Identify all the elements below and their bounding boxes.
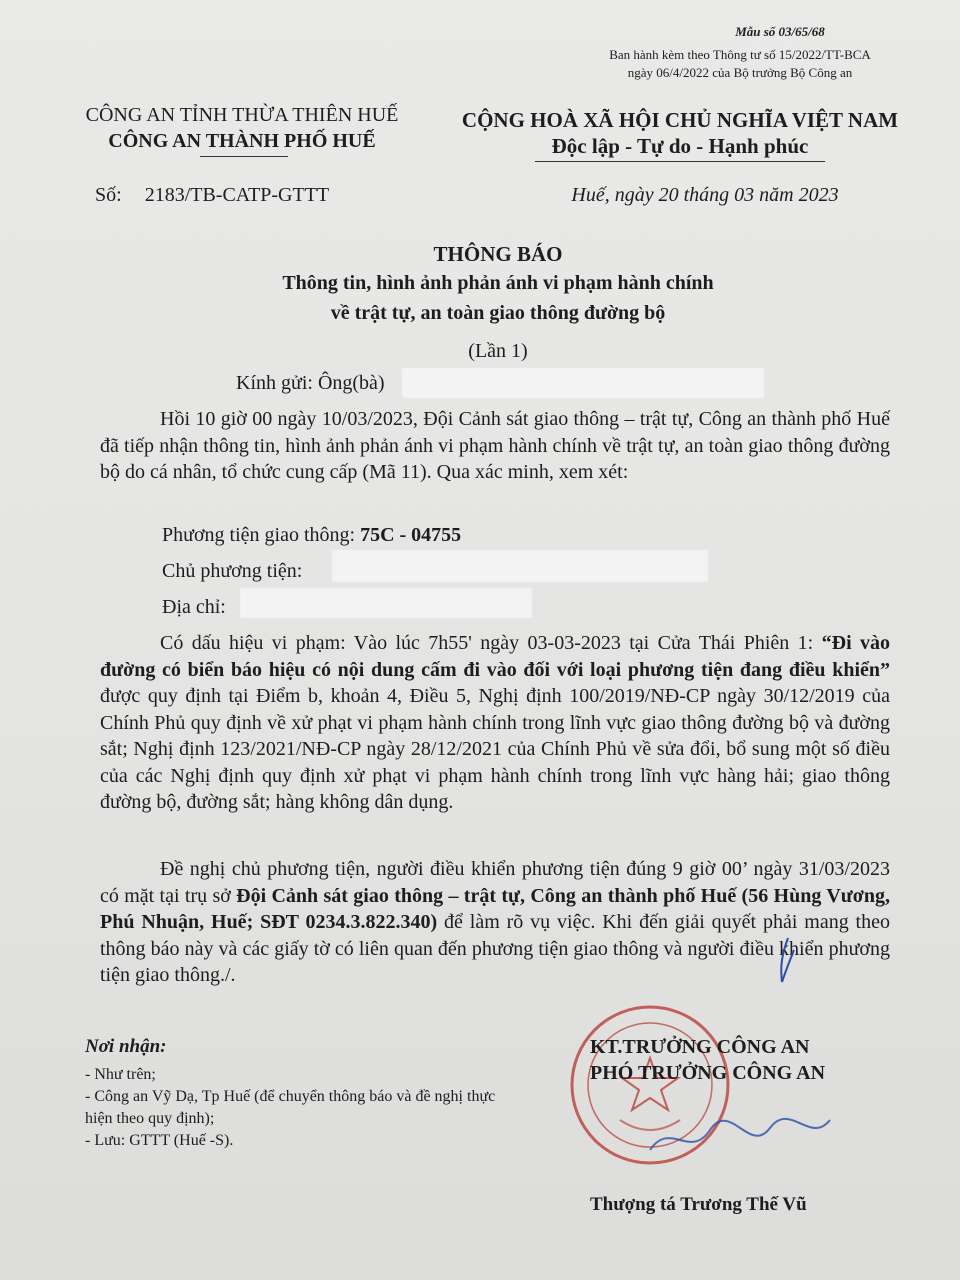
violation-legal-basis: được quy định tại Điểm b, khoản 4, Điều 5, Nghị định 100/2019/NĐ-CP ngày 30/12/2019 của Chính Phủ quy định về xử phạt vi phạm hành chính trong lĩnh vực giao thông đường bộ và đường sắt; Nghị định 123/2021/NĐ-CP ngày 28/12/2021 của Chính Phủ về sửa đổi, bổ sung một số điều của các Nghị định quy định xử phạt vi phạm hành chính trong lĩnh vực hàng hải; giao thông đường bộ, đường sắt; hàng không dân dụng. [100, 685, 890, 813]
agency-underline [200, 156, 288, 157]
signer-name: Thượng tá Trương Thế Vũ [590, 1194, 807, 1215]
violation-lead: Có dấu hiệu vi phạm: Vào lúc 7h55' ngày 03-03-2023 tại Cửa Thái Phiên 1: [160, 632, 822, 654]
form-note [560, 46, 920, 82]
address-row [162, 594, 226, 621]
notice-subtitle-1: Thông tin, hình ảnh phản ánh vi phạm hành chính [282, 272, 714, 294]
recipients-list [85, 1064, 515, 1152]
sign-title-1: KT.TRƯỞNG CÔNG AN [590, 1036, 810, 1058]
recipient-item: - Như trên; [85, 1066, 156, 1083]
sign-title-2: PHÓ TRƯỞNG CÔNG AN [590, 1062, 826, 1084]
recipient-item: - Công an Vỹ Dạ, Tp Huế (để chuyển thông báo và đề nghị thực hiện theo quy định); [85, 1088, 496, 1127]
document-number [95, 184, 329, 207]
owner-label: Chủ phương tiện: [162, 560, 303, 582]
recipient-label: Kính gửi: Ông(bà) [236, 372, 385, 394]
request-rest: để làm rõ vụ việc. Khi đến giải quyết phải mang theo thông báo này và các giấy tờ có liên quan đến phương tiện giao thông và người điều khiển phương tiện giao thông./. [100, 911, 890, 986]
vehicle-label: Phương tiện giao thông: [162, 524, 356, 546]
document-number-label: Số: [95, 184, 122, 206]
address-label: Địa chỉ: [162, 596, 226, 618]
redacted-recipient-name [402, 368, 764, 398]
notice-count: (Lần 1) [468, 340, 528, 362]
paragraph-violation [100, 630, 890, 816]
redacted-address [240, 588, 532, 618]
vehicle-plate: 75C - 04755 [360, 524, 462, 546]
request-office: Đội Cảnh sát giao thông – trật tự, Công an thành phố Huế (56 Hùng Vương, Phú Nhuận, Huế; SĐT 0234.3.822.340) [100, 884, 890, 933]
form-note-line-2: ngày 06/4/2022 của Bộ trưởng Bộ Công an [627, 65, 853, 80]
document-number-value: 2183/TB-CATP-GTTT [144, 184, 330, 206]
form-note-line-1: Ban hành kèm theo Thông tư số 15/2022/TT-BCA [609, 47, 871, 62]
recipients-label: Nơi nhận: [85, 1036, 167, 1057]
signature-mark-icon [760, 930, 820, 990]
handwritten-signature-icon [640, 1100, 840, 1180]
form-number: Mẫu số 03/65/68 [735, 24, 825, 39]
agency-parent: CÔNG AN TỈNH THỪA THIÊN HUẾ [85, 104, 399, 126]
owner-row [162, 558, 302, 585]
recipient-item: - Lưu: GTTT (Huế -S). [85, 1132, 234, 1149]
place-date: Huế, ngày 20 tháng 03 năm 2023 [571, 184, 839, 206]
nation-title: CỘNG HOÀ XÃ HỘI CHỦ NGHĨA VIỆT NAM [461, 108, 899, 132]
paragraph-received: Hồi 10 giờ 00 ngày 10/03/2023, Đội Cảnh sát giao thông – trật tự, Công an thành phố Huế đã tiếp nhận thông tin, hình ảnh phản ánh vi phạm hành chính về trật tự, an toàn giao thông đường bộ do cá nhân, tổ chức cung cấp (Mã 11). Qua xác minh, xem xét: [100, 408, 890, 483]
notice-subtitle-2: về trật tự, an toàn giao thông đường bộ [330, 302, 666, 324]
agency: CÔNG AN THÀNH PHỐ HUẾ [108, 130, 376, 152]
violation-description: “Đi vào đường có biển báo hiệu có nội dung cấm đi vào đối với loại phương tiện đang điều khiển” [100, 632, 891, 681]
vehicle-row [162, 522, 461, 549]
request-lead: Đề nghị chủ phương tiện, người điều khiển phương tiện đúng 9 giờ 00’ ngày 31/03/2023 có mặt tại trụ sở [100, 858, 890, 907]
motto: Độc lập - Tự do - Hạnh phúc [551, 134, 809, 158]
recipient-line [236, 370, 385, 397]
motto-underline [535, 161, 825, 162]
notice-title: THÔNG BÁO [433, 242, 563, 266]
redacted-owner-name [332, 550, 708, 582]
